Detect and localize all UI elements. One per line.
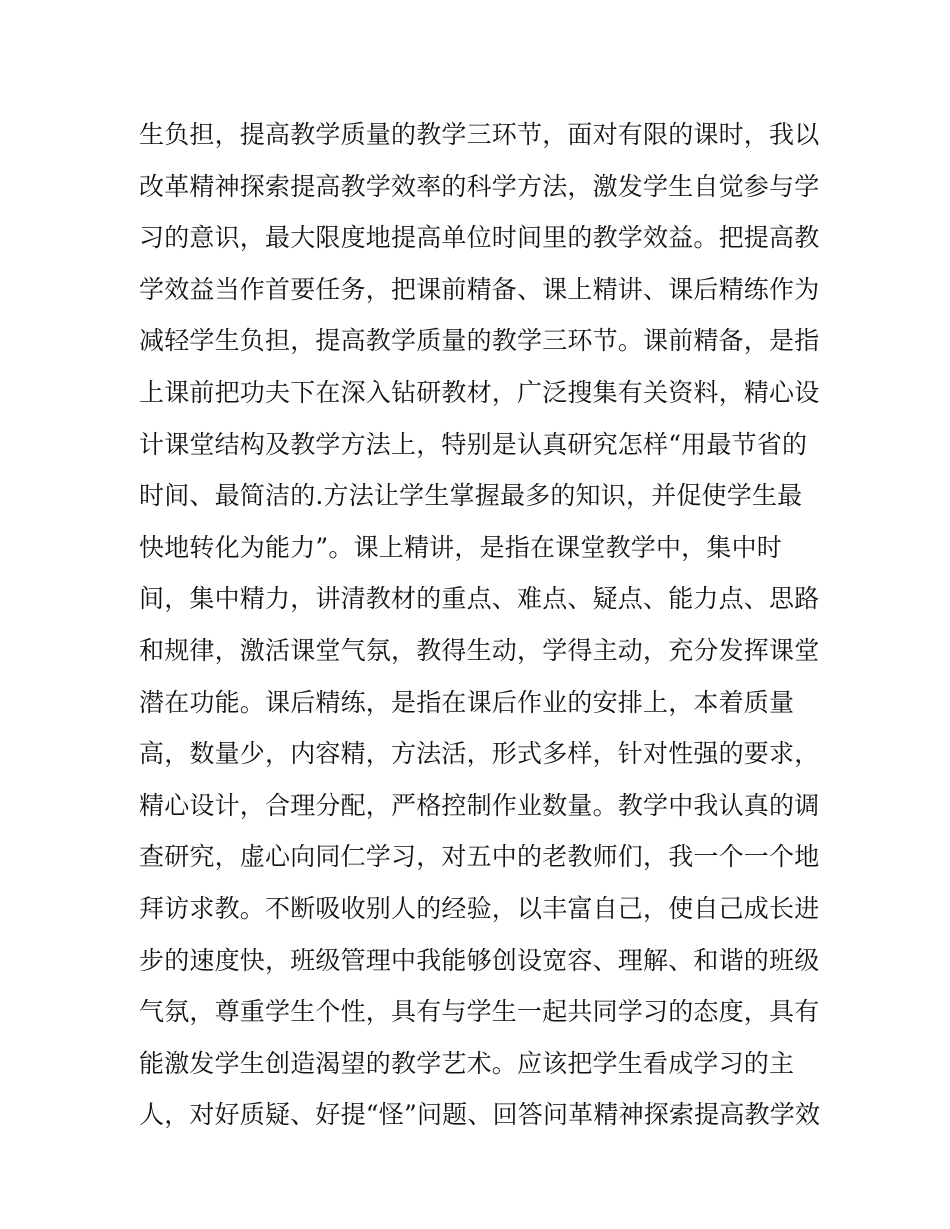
text-line: 上课前把功夫下在深入钻研教材，广泛搜集有关资料，精心设 (139, 377, 820, 407)
text-line: 精心设计，合理分配，严格控制作业数量。教学中我认真的调 (139, 790, 820, 820)
text-line: 间，集中精力，讲清教材的重点、难点、疑点、能力点、思路 (139, 584, 820, 614)
text-line: 计课堂结构及教学方法上，特别是认真研究怎样“用最节省的 (139, 429, 808, 459)
text-line: 习的意识，最大限度地提高单位时间里的教学效益。把提高教 (139, 223, 820, 253)
text-line: 潜在功能。课后精练，是指在课后作业的安排上，本着质量 (139, 687, 795, 717)
text-line: 学效益当作首要任务，把课前精备、课上精讲、课后精练作为 (139, 274, 820, 304)
text-line: 高，数量少，内容精，方法活，形式多样，针对性强的要求， (139, 739, 820, 769)
text-line: 能激发学生创造渴望的教学艺术。应该把学生看成学习的主 (139, 1048, 795, 1078)
text-line: 改革精神探索提高教学效率的科学方法，激发学生自觉参与学 (139, 171, 820, 201)
body-text (139, 109, 829, 1141)
text-line: 步的速度快，班级管理中我能够创设宽容、理解、和谐的班级 (139, 945, 820, 975)
text-line: 气氛，尊重学生个性，具有与学生一起共同学习的态度，具有 (139, 997, 820, 1027)
text-line: 生负担，提高教学质量的教学三环节，面对有限的课时，我以 (139, 120, 820, 149)
text-line: 和规律，激活课堂气氛，教得生动，学得主动，充分发挥课堂 (139, 635, 820, 665)
text-line: 人，对好质疑、好提“怪”问题、回答问革精神探索提高教学效 (139, 1100, 821, 1130)
text-line: 减轻学生负担，提高教学质量的教学三环节。课前精备，是指 (139, 326, 820, 356)
text-line: 快地转化为能力”。课上精讲，是指在课堂教学中，集中时 (139, 532, 782, 562)
text-line: 时间、最简洁的.方法让学生掌握最多的知识，并促使学生最 (139, 481, 803, 511)
text-line: 查研究，虚心向同仁学习，对五中的老教师们，我一个一个地 (139, 842, 820, 872)
text-line: 拜访求教。不断吸收别人的经验，以丰富自己，使自己成长进 (139, 893, 820, 923)
